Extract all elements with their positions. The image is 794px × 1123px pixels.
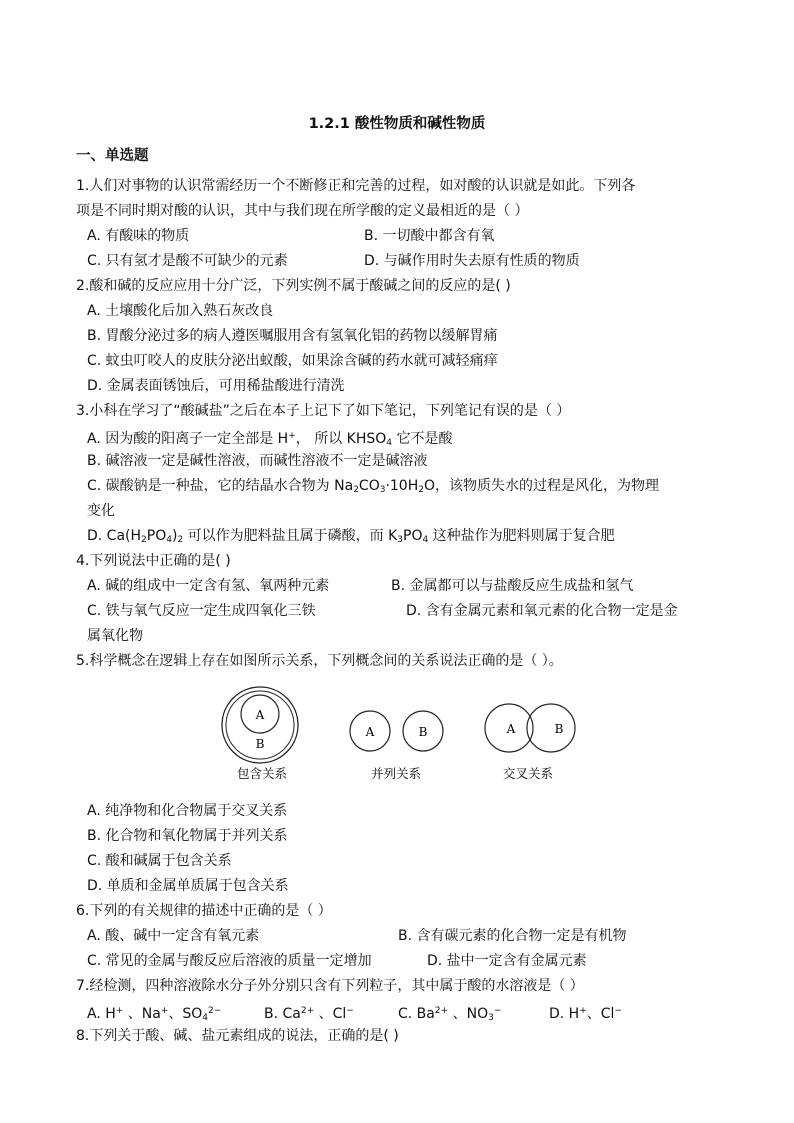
parallel-label-b: B bbox=[418, 725, 428, 739]
q2-option-c: C. 蚊虫叮咬人的皮肤分泌出蚁酸，如果涂含碱的药水就可减轻痛痒 bbox=[87, 353, 498, 369]
question-5-stem: 5.科学概念在逻辑上存在如图所示关系，下列概念间的关系说法正确的是（ ）。 bbox=[76, 653, 563, 669]
q7-option-d: D. H+、Cl− bbox=[549, 1006, 622, 1022]
parallel-diagram bbox=[350, 711, 443, 781]
q5-option-a: A. 纯净物和化合物属于交叉关系 bbox=[87, 803, 288, 819]
q7-option-c: C. $Ba^{2+}$ 、$NO_3^-$ bbox=[398, 1006, 502, 1023]
intersect-label-a: A bbox=[506, 722, 516, 736]
q2-option-d: D. 金属表面锈蚀后，可用稀盐酸进行清洗 bbox=[87, 378, 345, 394]
q6-option-a: A. 酸、碱中一定含有氧元素 bbox=[87, 928, 260, 944]
q4-option-c: C. 铁与氧气反应一定生成四氧化三铁 bbox=[87, 603, 316, 619]
q3-option-a: A. 因为酸的阳离子一定全部是 H+， 所以 $KHSO_4$ 它不是酸 bbox=[87, 431, 453, 448]
intersect-diagram bbox=[485, 704, 575, 781]
inclusion-label-b: B bbox=[255, 737, 265, 751]
parallel-label-a: A bbox=[365, 725, 375, 739]
inclusion-label-a: A bbox=[255, 708, 265, 722]
question-3-stem: 3.小科在学习了“酸碱盐”之后在本子上记下了如下笔记，下列笔记有误的是（ ） bbox=[76, 403, 571, 419]
question-2-stem: 2.酸和碱的反应应用十分广泛，下列实例不属于酸碱之间的反应的是( ) bbox=[76, 278, 511, 294]
q2-option-b: B. 胃酸分泌过多的病人遵医嘱服用含有氢氧化铝的药物以缓解胃痛 bbox=[87, 328, 498, 344]
inclusion-outer-circle bbox=[222, 687, 298, 763]
question-1-stem-cont: 项是不同时期对酸的认识，其中与我们现在所学酸的定义最相近的是（ ） bbox=[76, 203, 529, 219]
intersect-label-b: B bbox=[554, 722, 564, 736]
q2-option-a: A. 土壤酸化后加入熟石灰改良 bbox=[87, 303, 274, 319]
page-title: 1.2.1 酸性物质和碱性物质 bbox=[308, 116, 486, 132]
q3-option-d: D. $Ca(H_2PO_4)_2$ 可以作为肥料盐且属于磷酸，而 $K_3PO_4$ 这种盐作为肥料则属于复合肥 bbox=[87, 528, 615, 545]
q6-option-c: C. 常见的金属与酸反应后溶液的质量一定增加 bbox=[87, 953, 372, 969]
q5-option-b: B. 化合物和氧化物属于并列关系 bbox=[87, 828, 288, 844]
q4-option-a: A. 碱的组成中一定含有氢、氧两种元素 bbox=[87, 578, 330, 594]
q5-option-d: D. 单质和金属单质属于包含关系 bbox=[87, 878, 289, 894]
q6-option-b: B. 含有碳元素的化合物一定是有机物 bbox=[398, 928, 627, 944]
q3-option-b: B. 碱溶液一定是碱性溶液，而碱性溶液不一定是碱溶液 bbox=[87, 453, 428, 469]
section-heading: 一、单选题 bbox=[76, 148, 149, 164]
question-4-stem: 4.下列说法中正确的是( ) bbox=[76, 553, 231, 569]
caption-parallel: 并列关系 bbox=[370, 766, 422, 781]
q6-option-d: D. 盐中一定含有金属元素 bbox=[427, 953, 587, 969]
q1-option-c: C. 只有氢才是酸不可缺少的元素 bbox=[87, 253, 288, 269]
q7-option-b: B. $Ca^{2+}$ 、Cl− bbox=[264, 1006, 354, 1022]
q4-option-d: D. 含有金属元素和氧元素的化合物一定是金 bbox=[406, 603, 678, 619]
intersect-circle-b bbox=[527, 704, 575, 752]
q1-option-b: B. 一切酸中都含有氧 bbox=[364, 228, 495, 244]
caption-inclusion: 包含关系 bbox=[236, 766, 288, 781]
q4-option-b: B. 金属都可以与盐酸反应生成盐和氢气 bbox=[391, 578, 634, 594]
q1-option-a: A. 有酸味的物质 bbox=[87, 228, 190, 244]
question-6-stem: 6.下列的有关规律的描述中正确的是（ ） bbox=[76, 903, 332, 919]
question-1-stem: 1.人们对事物的认识常需经历一个不断修正和完善的过程，如对酸的认识就是如此。下列各 bbox=[76, 178, 636, 194]
q7-option-a: A. H+ 、Na+、$SO_4^{2-}$ bbox=[87, 1006, 222, 1023]
q1-option-d: D. 与碱作用时失去原有性质的物质 bbox=[364, 253, 580, 269]
q3-option-c-cont: 变化 bbox=[87, 503, 115, 519]
q4-option-d-cont: 属氧化物 bbox=[87, 628, 143, 644]
question-7-stem: 7.经检测，四种溶液除水分子外分别只含有下列粒子，其中属于酸的水溶液是（ ） bbox=[76, 978, 584, 994]
q5-option-c: C. 酸和碱属于包含关系 bbox=[87, 853, 232, 869]
caption-intersect: 交叉关系 bbox=[502, 766, 554, 781]
concept-relation-diagram bbox=[210, 682, 590, 788]
q3-option-c: C. 碳酸钠是一种盐，它的结晶水合物为 $Na_2CO_3\cdot 10H_2O$，该物质失水的过程是风化，为物理 bbox=[87, 478, 660, 495]
inclusion-diagram bbox=[222, 687, 298, 781]
question-8-stem: 8.下列关于酸、碱、盐元素组成的说法，正确的是( ) bbox=[76, 1028, 399, 1044]
